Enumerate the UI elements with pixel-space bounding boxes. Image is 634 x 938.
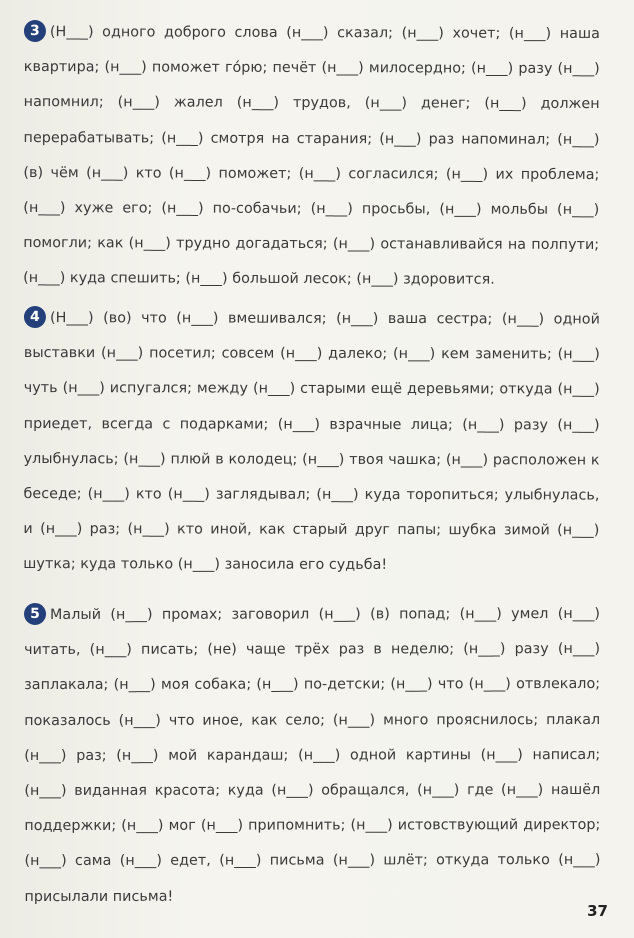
exercise-number-badge: 4 bbox=[24, 306, 46, 328]
exercise-text: (Н___) (во) что (н___) вмешивался; (н___) ваша сестра; (н___) одной выставки (н___) посетил; совсем (н___) далеко; (н___) кем заменить; (н___) чуть (н___) испугался; между (н___) старыми ещё деревьями; откуда (н___) приедет, всегда с подарками; (н___) взрачные лица; (н___) разу (н___) улыбнулась; (н___) плюй в колодец; (н___) твоя чашка; (н___) расположен к беседе; (н___) кто (н___) заглядывал; (н___) куда торопиться; улыбнулась, и (н___) раз; (н___) кто иной, как старый друг папы; шубка зимой (н___) шутка; куда только (н___) заносила его судьба! bbox=[23, 310, 600, 574]
exercise-3 bbox=[23, 15, 600, 299]
exercise-text: Малый (н___) промах; заговорил (н___) (в) попад; (н___) умел (н___) читать, (н___) писать; (не) чаще трёх раз в неделю; (н___) разу (н___) заплакала; (н___) моя собака; (н___) по-детски; (н___) что (н___) отвлекало; показалось (н___) что иное, как село; (н___) много прояснилось; плакал (н___) раз; (н___) мой карандаш; (н___) одной картины (н___) написал; (н___) виданная красота; куда (н___) обращался, (н___) где (н___) нашёл поддержки; (н___) мог (н___) припомнить; (н___) истовствующий директор; (н___) сама (н___) едет, (н___) письма (н___) шлёт; откуда только (н___) присылали письма! bbox=[24, 605, 601, 905]
exercise-text: (Н___) одного доброго слова (н___) сказал; (н___) хочет; (н___) наша квартира; (н___) поможет гóрю; печёт (н___) милосердно; (н___) разу (н___) напомнил; (н___) жалел (н___) трудов, (н___) денег; (н___) должен перерабатывать; (н___) смотря на старания; (н___) раз напоминал; (н___) (в) чём (н___) кто (н___) поможет; (н___) согласился; (н___) их проблема; (н___) хуже его; (н___) по-собачьи; (н___) просьбы, (н___) мольбы (н___) помогли; как (н___) трудно догадаться; (н___) останавливайся на полпути; (н___) куда спешить; (н___) большой лесок; (н___) здоровится. bbox=[23, 24, 600, 289]
exercise-number-badge: 5 bbox=[24, 603, 46, 625]
exercise-number-badge: 3 bbox=[24, 20, 46, 42]
exercise-5 bbox=[24, 597, 601, 915]
exercise-4 bbox=[23, 301, 600, 584]
page-number: 37 bbox=[587, 902, 608, 920]
